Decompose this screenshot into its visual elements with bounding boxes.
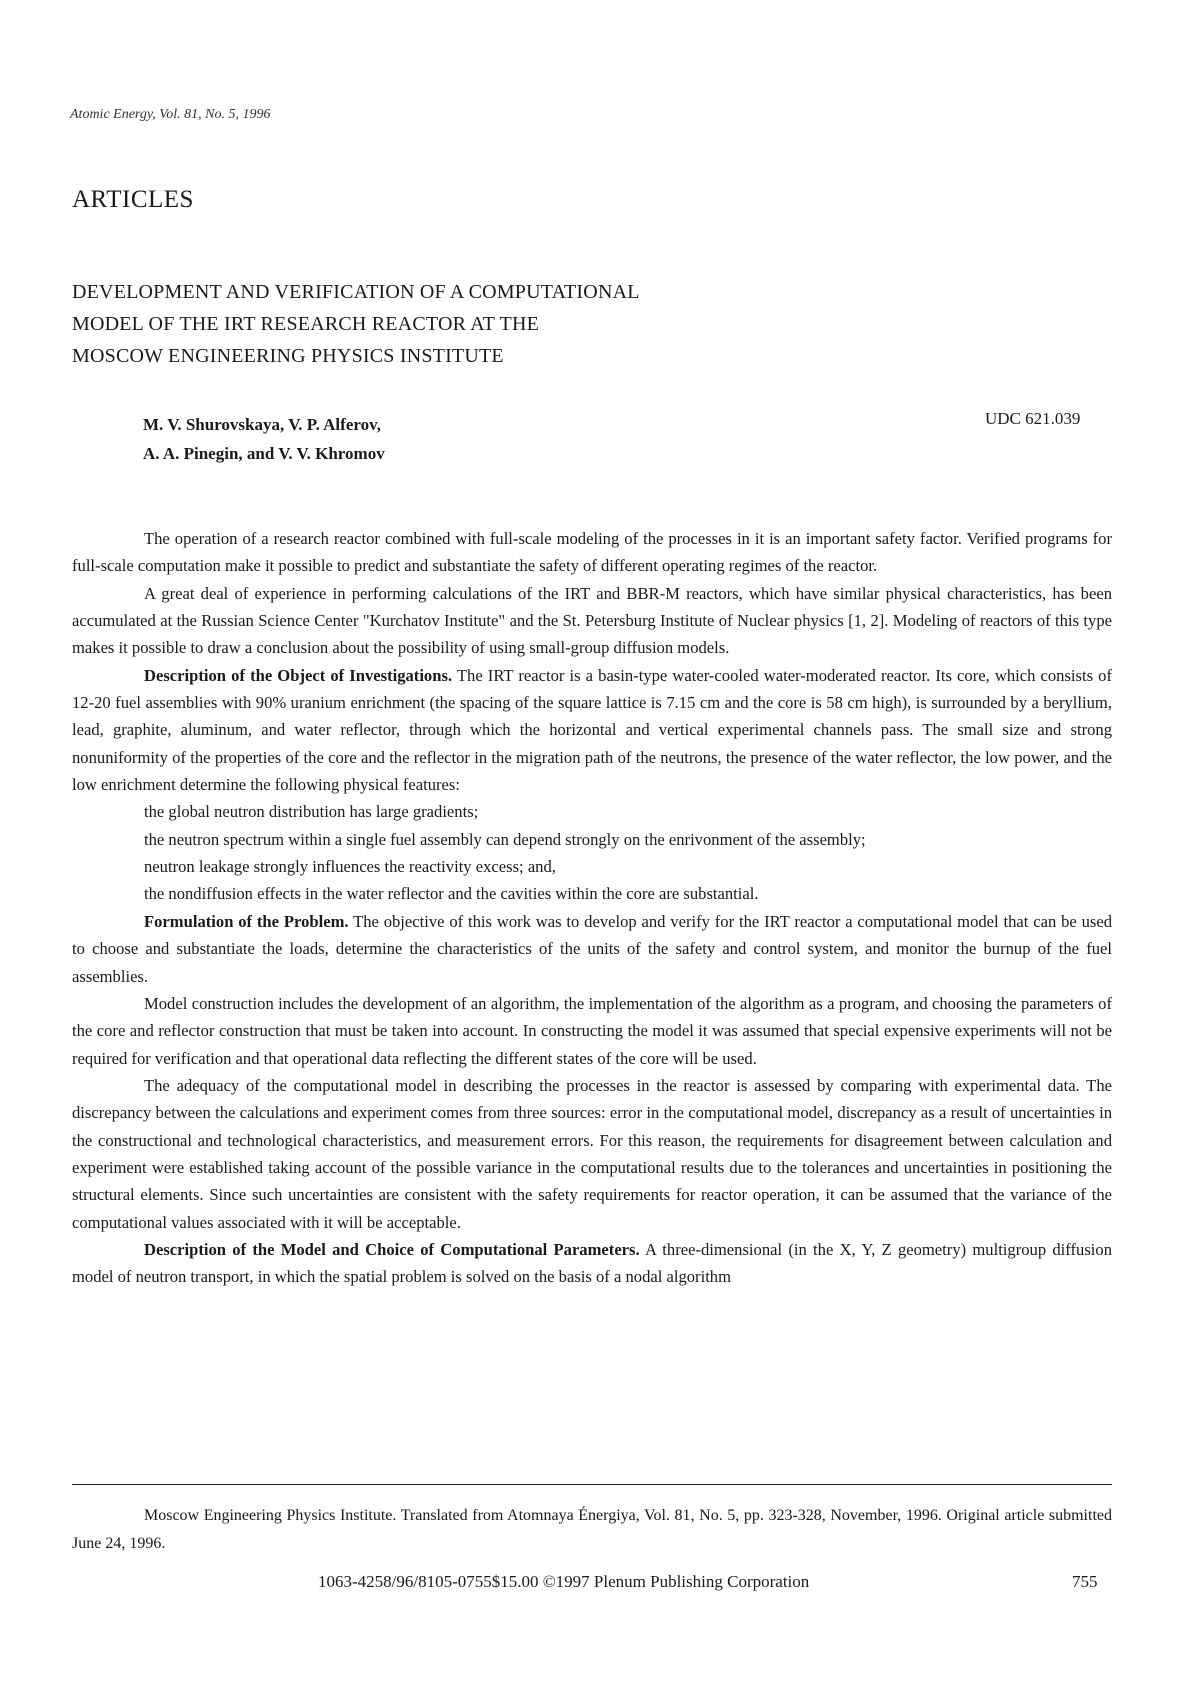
paragraph-text: The objective of this work was to develop and verify for the IRT reactor a computational model that can be used to choose and substantiate the loads, determine the characteristics of the units of the safety and control system, and monitor the burnup of the fuel assemblies. — [72, 911, 1112, 986]
footnote-text: Moscow Engineering Physics Institute. Translated from Atomnaya Énergiya, Vol. 81, No. 5, pp. 323-328, November, 1996. Original article submitted June 24, 1996. — [72, 1507, 1112, 1552]
paragraph — [72, 1236, 1112, 1291]
run-in-heading: Description of the Object of Investigations. — [144, 665, 453, 685]
author-line: M. V. Shurovskaya, V. P. Alferov, — [143, 415, 381, 434]
udc-code: UDC 621.039 — [985, 409, 1081, 428]
publication-identifier: 1063-4258/96/8105-0755$15.00 ©1997 Plenum Publishing Corporation — [318, 1572, 810, 1591]
paragraph: The adequacy of the computational model in describing the processes in the reactor is assessed by comparing with experimental data. The discrepancy between the calculations and experiment comes from three sources: error in the computational model, discrepancy as a result of uncertainties in the constructional and technological characteristics, and measurement errors. For this reason, the requirements for disagreement between calculation and experiment were established taking account of the possible variance in the computational results due to the tolerances and uncertainties in positioning the structural elements. Since such uncertainties are consistent with the safety requirements for reactor operation, it can be assumed that the variance of the computational values associated with it will be acceptable. — [72, 1075, 1112, 1232]
paragraph — [72, 908, 1112, 990]
paragraph: Model construction includes the development of an algorithm, the implementation of the algorithm as a program, and choosing the parameters of the core and reflector construction that must be taken into account. In constructing the model it was assumed that special expensive experiments will not be required for verification and that operational data reflecting the different states of the core will be used. — [72, 993, 1112, 1068]
section-heading: ARTICLES — [72, 186, 194, 213]
feature-item: neutron leakage strongly influences the reactivity excess; and, — [144, 857, 556, 877]
paragraph — [72, 662, 1112, 799]
feature-item: the nondiffusion effects in the water reflector and the cavities within the core are substantial. — [144, 884, 759, 904]
author-line: A. A. Pinegin, and V. V. Khromov — [143, 444, 385, 463]
footnote — [72, 1502, 1112, 1558]
title-line: DEVELOPMENT AND VERIFICATION OF A COMPUTATIONAL — [72, 281, 640, 303]
page-number: 755 — [1072, 1572, 1098, 1591]
footnote-divider — [72, 1484, 1112, 1485]
article-body — [72, 525, 1112, 1291]
paragraph: A great deal of experience in performing calculations of the IRT and BBR-M reactors, which have similar physical characteristics, has been accumulated at the Russian Science Center "Kurchatov Institute" and the St. Petersburg Institute of Nuclear physics [1, 2]. Modeling of reactors of this type makes it possible to draw a conclusion about the possibility of using small-group diffusion models. — [72, 583, 1112, 658]
feature-item: the neutron spectrum within a single fuel assembly can depend strongly on the enrivonment of the assembly; — [144, 829, 866, 849]
article-title — [72, 276, 832, 372]
paragraph-text: The IRT reactor is a basin-type water-cooled water-moderated reactor. Its core, which consists of 12-20 fuel assemblies with 90% uranium enrichment (the spacing of the square lattice is 7.15 cm and the core is 58 cm high), is surrounded by a beryllium, lead, graphite, aluminum, and water reflector, through which the horizontal and vertical experimental channels pass. The small size and strong nonuniformity of the properties of the core and the reflector in the migration path of the neutrons, the presence of the water reflector, the low power, and the low enrichment determine the following physical features: — [72, 665, 1112, 795]
feature-item: the global neutron distribution has large gradients; — [144, 802, 479, 822]
title-line: MOSCOW ENGINEERING PHYSICS INSTITUTE — [72, 345, 504, 367]
author-list — [143, 410, 385, 468]
title-line: MODEL OF THE IRT RESEARCH REACTOR AT THE — [72, 313, 540, 335]
paragraph: The operation of a research reactor combined with full-scale modeling of the processes in it is an important safety factor. Verified programs for full-scale computation make it possible to predict and substantiate the safety of different operating regimes of the reactor. — [72, 529, 1112, 576]
run-in-heading: Formulation of the Problem. — [144, 911, 349, 931]
journal-citation: Atomic Energy, Vol. 81, No. 5, 1996 — [70, 107, 271, 122]
paragraph-text: A three-dimensional (in the X, Y, Z geometry) multigroup diffusion model of neutron transport, in which the spatial problem is solved on the basis of a nodal algorithm — [72, 1239, 1112, 1287]
run-in-heading: Description of the Model and Choice of Computational Parameters. — [144, 1239, 640, 1259]
